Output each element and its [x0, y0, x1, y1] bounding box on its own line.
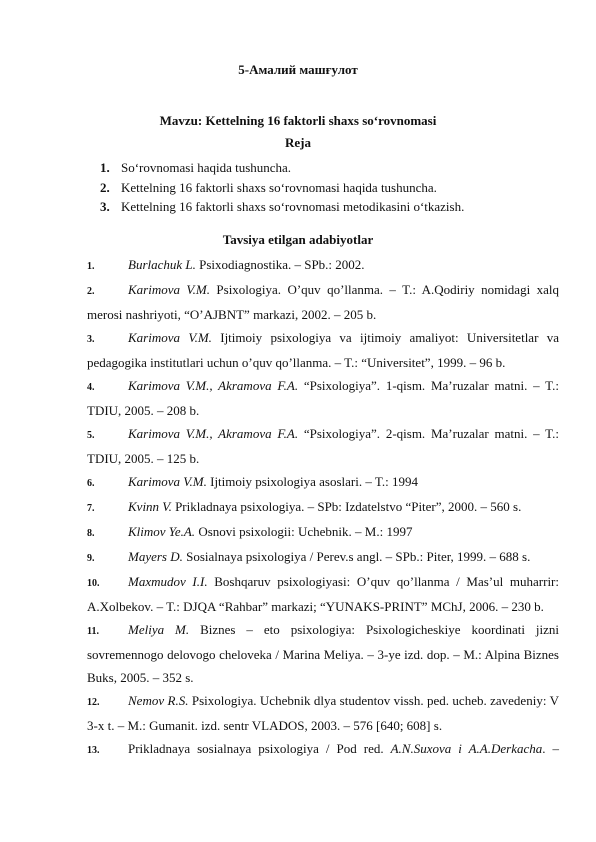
- reference-author: Karimova V.M., Akramova F.A.: [128, 378, 299, 393]
- reference-number: 13.: [87, 745, 100, 756]
- plan-item-number: 2.: [100, 179, 110, 195]
- plan-item: [100, 197, 464, 217]
- reference-number: 2.: [87, 286, 95, 297]
- reference-author: Burlachuk L.: [128, 257, 196, 272]
- reference-number: 8.: [87, 528, 95, 539]
- reference-number: 6.: [87, 478, 95, 489]
- reference-item: [87, 737, 559, 762]
- plan-item-text: Kettelning 16 faktorli shaxs so‘rovnomasi haqida tushuncha.: [121, 179, 437, 195]
- reference-item: [87, 618, 559, 689]
- plan-item: [100, 178, 464, 198]
- topic-heading: Mavzu: Kettelning 16 faktorli shaxs so‘rovnomasi: [159, 113, 437, 128]
- reference-item: [87, 545, 559, 570]
- plan-item-number: 3.: [100, 199, 110, 214]
- page-title: 5-Амалий машғулот: [238, 62, 358, 77]
- reference-author: A.N.Suxova i A.A.Derkacha: [390, 741, 543, 756]
- reference-text: Prikladnaya sosialnaya psixologiya / Pod red.: [128, 741, 391, 756]
- plan-list: [100, 158, 464, 217]
- reference-text: Sosialnaya psixologiya / Perev.s angl. – SPb.: Piter, 1999. – 688 s.: [182, 549, 531, 564]
- references-list: [87, 253, 559, 762]
- reference-number: 1.: [87, 261, 95, 272]
- reference-item: [87, 470, 559, 495]
- reference-text: Boshqaruv psixologiyasi: O’quv qo’llanma / Mas’ul muharrir: A.Xolbekov. – T.: DJQA “Rahbar” markazi; “YUNAKS-PRINT” MChJ, 2006. – 230 b.: [87, 574, 560, 614]
- reference-author: Kvinn V.: [128, 499, 172, 514]
- reference-item: [87, 520, 559, 545]
- reference-text-tail: . –: [542, 741, 560, 756]
- reference-number: 9.: [87, 553, 95, 564]
- reference-text: Psixodiagnostika. – SPb.: 2002.: [195, 257, 365, 272]
- reference-text: “Psixologiya”. 2-qism. Ma’ruzalar matni. – T.: TDIU, 2005. – 125 b.: [87, 426, 559, 466]
- reference-number: 7.: [87, 503, 95, 514]
- reference-author: Karimova V.M.: [128, 330, 212, 345]
- reference-number: 12.: [87, 697, 100, 708]
- plan-item: [100, 158, 464, 178]
- reference-number: 11.: [87, 626, 99, 637]
- reference-text: Biznes – eto psixologiya: Psixologicheskiye koordinati jizni sovremennogo delovogo cheloveka / Marina Meliya. – 3-ye izd. dop. – M.: Alpina Biznes Buks, 2005. – 352 s.: [87, 622, 560, 685]
- reference-author: Karimova V.M., Akramova F.A.: [128, 426, 299, 441]
- reference-author: Maxmudov I.I.: [128, 574, 208, 589]
- reference-item: [87, 253, 559, 278]
- reference-text: “Psixologiya”. 1-qism. Ma’ruzalar matni. – T.: TDIU, 2005. – 208 b.: [87, 378, 559, 418]
- reference-text: Psixologiya. Uchebnik dlya studentov vissh. ped. ucheb. zavedeniy: V 3-x t. – M.: Gumanit. izd. sentr VLADOS, 2003. – 576 [640; 608] s.: [87, 693, 559, 733]
- reference-item: [87, 495, 559, 520]
- reference-item: [87, 689, 559, 737]
- reference-text: Osnovi psixologii: Uchebnik. – M.: 1997: [195, 524, 413, 539]
- plan-item-number: 1.: [100, 160, 110, 175]
- reference-number: 5.: [87, 430, 95, 441]
- reference-number: 4.: [87, 382, 95, 393]
- reference-author: Karimova V.M.: [128, 474, 207, 489]
- reference-item: [87, 374, 559, 422]
- reference-text: Ijtimoiy psixologiya va ijtimoiy amaliyot: Universitetlar va pedagogika institutlari uchun o’quv qo’llanma. – T.: “Universitet”, 1999. – 96 b.: [87, 330, 559, 370]
- reference-item: [87, 278, 559, 326]
- reference-text: Ijtimoiy psixologiya asoslari. – T.: 1994: [206, 474, 418, 489]
- references-heading: Tavsiya etilgan adabiyotlar: [222, 232, 374, 247]
- reference-item: [87, 326, 559, 374]
- reference-author: Klimov Ye.A.: [128, 524, 196, 539]
- reference-author: Mayers D.: [128, 549, 183, 564]
- plan-item-text: So‘rovnomasi haqida tushuncha.: [121, 160, 292, 175]
- reference-author: Nemov R.S.: [128, 693, 189, 708]
- reference-text: Prikladnaya psixologiya. – SPb: Izdatelstvo “Piter”, 2000. – 560 s.: [171, 499, 522, 514]
- plan-item-text: Kettelning 16 faktorli shaxs so‘rovnomasi metodikasini o‘tkazish.: [121, 199, 465, 214]
- reference-author: Meliya M.: [128, 622, 190, 637]
- reference-author: Karimova V.M.: [128, 282, 210, 297]
- reference-number: 10.: [87, 578, 100, 589]
- reference-item: [87, 570, 559, 618]
- reference-text: Psixologiya. O’quv qo’llanma. – T.: A.Qodiriy nomidagi xalq merosi nashriyoti, “O’AJBNT” markazi, 2002. – 205 b.: [87, 282, 559, 322]
- plan-heading: Reja: [285, 135, 311, 150]
- reference-number: 3.: [87, 334, 95, 345]
- reference-item: [87, 422, 559, 470]
